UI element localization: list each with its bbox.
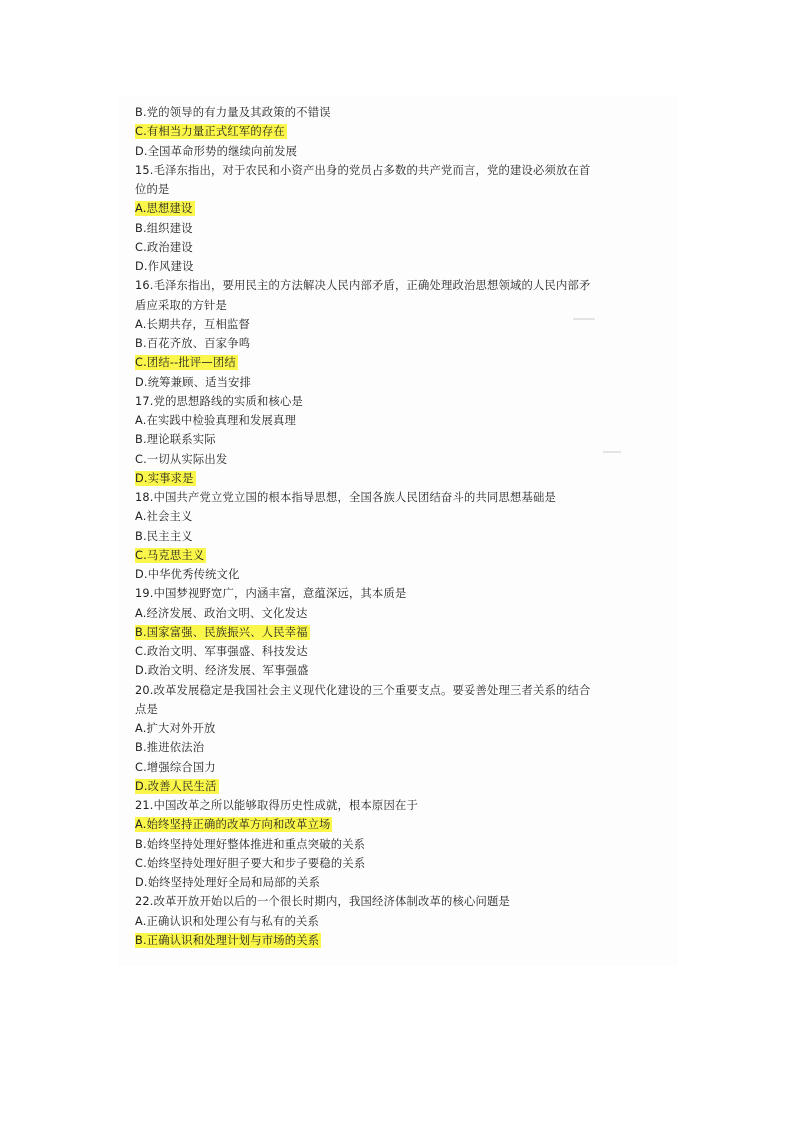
question-line xyxy=(135,142,675,161)
question-line xyxy=(135,623,675,642)
question-line xyxy=(135,700,675,719)
question-line xyxy=(135,392,675,411)
line-text: B.组织建设 xyxy=(135,221,193,235)
line-text: C.一切从实际出发 xyxy=(135,452,228,466)
question-line xyxy=(135,469,675,488)
question-line xyxy=(135,873,675,892)
line-text: A.在实践中检验真理和发展真理 xyxy=(135,414,296,427)
line-text: B.百花齐放、百家争鸣 xyxy=(135,337,251,350)
question-line xyxy=(135,161,675,180)
question-line xyxy=(135,122,675,141)
line-text: B.始终坚持处理好整体推进和重点突破的关系 xyxy=(135,837,366,851)
highlighted-answer: D.实事求是 xyxy=(135,471,194,485)
line-text: 18.中国共产党立党立国的根本指导思想，全国各族人民团结奋斗的共同思想基础是 xyxy=(135,491,556,504)
question-line xyxy=(135,681,675,700)
question-line xyxy=(135,892,675,911)
line-text: A.扩大对外开放 xyxy=(135,722,216,735)
question-line xyxy=(135,912,675,931)
question-line xyxy=(135,604,675,623)
question-line xyxy=(135,315,675,334)
question-line xyxy=(135,796,675,815)
question-line xyxy=(135,758,675,777)
question-line xyxy=(135,835,675,854)
line-text: A.长期共存，互相监督 xyxy=(135,317,250,331)
question-line xyxy=(135,738,675,757)
line-text: 20.改革发展稳定是我国社会主义现代化建设的三个重要支点。要妥善处理三者关系的结合 xyxy=(135,683,591,697)
question-line xyxy=(135,180,675,199)
line-text: C.政治文明、军事强盛、科技发达 xyxy=(135,645,308,658)
highlighted-answer: B.正确认识和处理计划与市场的关系 xyxy=(135,933,320,947)
exam-text-block xyxy=(135,103,675,950)
line-text: 点是 xyxy=(135,702,158,716)
line-text: D.中华优秀传统文化 xyxy=(135,568,240,581)
highlighted-answer: C.有相当力量正式红军的存在 xyxy=(135,125,285,139)
line-text: D.全国革命形势的继续向前发展 xyxy=(135,144,298,158)
question-line xyxy=(135,334,675,353)
highlighted-answer: C.团结--批评—团结 xyxy=(135,356,236,370)
question-line xyxy=(135,854,675,873)
line-text: 15.毛泽东指出，对于农民和小资产出身的党员占多数的共产党而言，党的建设必须放在首 xyxy=(135,163,591,177)
question-line xyxy=(135,584,675,603)
line-text: 盾应采取的方针是 xyxy=(135,298,227,312)
question-line xyxy=(135,507,675,526)
question-line xyxy=(135,430,675,449)
line-text: C.政治建设 xyxy=(135,240,193,254)
question-line xyxy=(135,103,675,122)
question-line xyxy=(135,373,675,392)
line-text: C.始终坚持处理好胆子要大和步子要稳的关系 xyxy=(135,856,366,870)
question-line xyxy=(135,719,675,738)
line-text: B.理论联系实际 xyxy=(135,433,216,447)
line-text: 位的是 xyxy=(135,183,170,196)
question-line xyxy=(135,642,675,661)
question-line xyxy=(135,411,675,430)
question-line xyxy=(135,199,675,218)
line-text: 22.改革开放开始以后的一个很长时期内，我国经济体制改革的核心问题是 xyxy=(135,895,510,909)
highlighted-answer: D.改善人民生活 xyxy=(135,779,217,793)
question-line xyxy=(135,219,675,238)
question-line xyxy=(135,777,675,796)
line-text: D.统筹兼顾、适当安排 xyxy=(135,375,252,389)
highlighted-answer: C.马克思主义 xyxy=(135,548,205,562)
line-text: 21.中国改革之所以能够取得历史性成就，根本原因在于 xyxy=(135,799,418,812)
line-text: D.始终坚持处理好全局和局部的关系 xyxy=(135,876,321,889)
question-line xyxy=(135,546,675,565)
question-line xyxy=(135,238,675,257)
line-text: B.推进依法治 xyxy=(135,741,205,755)
line-text: A.正确认识和处理公有与私有的关系 xyxy=(135,914,319,928)
question-line xyxy=(135,527,675,546)
question-line xyxy=(135,276,675,295)
question-line xyxy=(135,931,675,950)
line-text: C.增强综合国力 xyxy=(135,760,216,774)
line-text: A.经济发展、政治文明、文化发达 xyxy=(135,606,308,620)
line-text: D.政治文明、经济发展、军事强盛 xyxy=(135,664,309,678)
line-text: B.民主主义 xyxy=(135,529,193,543)
question-line xyxy=(135,450,675,469)
highlighted-answer: A.思想建设 xyxy=(135,202,193,216)
question-line xyxy=(135,815,675,834)
question-line xyxy=(135,257,675,276)
question-line xyxy=(135,565,675,584)
question-line xyxy=(135,296,675,315)
highlighted-answer: B.国家富强、民族振兴、人民幸福 xyxy=(135,625,308,639)
question-line xyxy=(135,488,675,507)
question-line xyxy=(135,353,675,372)
line-text: 16.毛泽东指出，要用民主的方法解决人民内部矛盾，正确处理政治思想领域的人民内部矛 xyxy=(135,279,591,293)
line-text: 17.党的思想路线的实质和核心是 xyxy=(135,394,304,408)
line-text: 19.中国梦视野宽广，内涵丰富，意蕴深远，其本质是 xyxy=(135,587,407,601)
question-line xyxy=(135,661,675,680)
line-text: D.作风建设 xyxy=(135,260,194,273)
highlighted-answer: A.始终坚持正确的改革方向和改革立场 xyxy=(135,818,331,832)
line-text: B.党的领导的有力量及其政策的不错误 xyxy=(135,106,331,119)
line-text: A.社会主义 xyxy=(135,510,193,524)
